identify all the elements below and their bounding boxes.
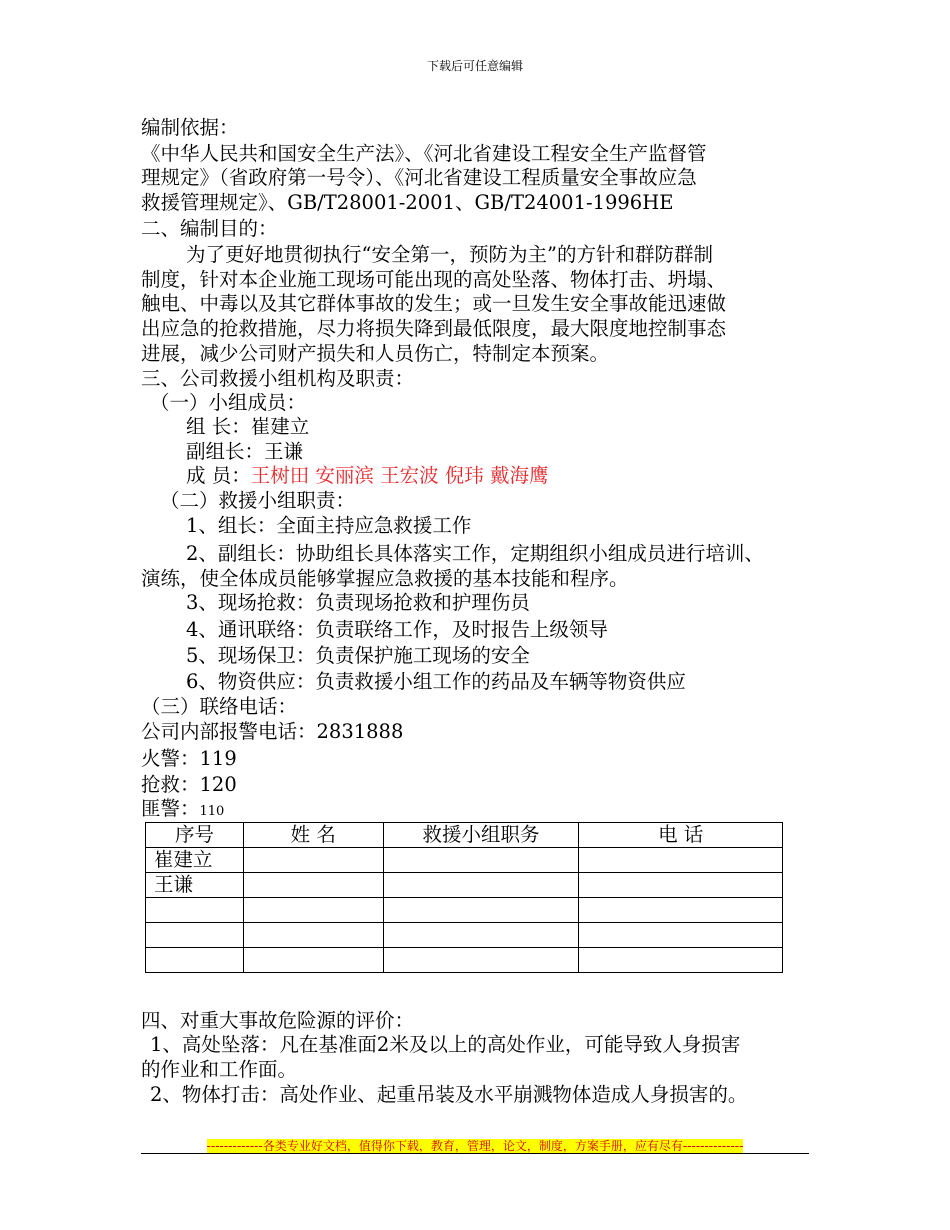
footer-divider [141,1153,809,1154]
column-header: 救援小组职务 [383,823,579,848]
basis-text-line: 救援管理规定》、GB/T28001-2001、GB/T24001-1996HE [141,191,674,214]
basis-text-line: 《中华人民共和国安全生产法》、《河北省建设工程安全生产监督管 [141,142,707,165]
table-row [146,873,783,898]
duty-item: 1、组长：全面主持应急救援工作 [186,514,472,537]
basis-text-line: 理规定》（省政府第一号令）、《河北省建设工程质量安全事故应急 [141,166,697,189]
table-header-row [146,823,783,848]
phone-internal: 公司内部报警电话：2831888 [141,720,404,743]
org-heading: 三、公司救援小组机构及职责： [141,367,415,390]
table-cell [579,898,783,923]
table-cell [146,898,244,923]
members-names: 王树田 安丽滨 王宏波 倪玮 戴海鹰 [250,464,549,487]
purpose-text-line: 进展，减少公司财产损失和人员伤亡，特制定本预案。 [141,342,610,365]
table-cell [383,848,579,873]
table-cell [243,948,383,973]
table-cell [383,923,579,948]
table-cell [146,923,244,948]
column-header: 姓 名 [243,823,383,848]
duty-item: 4、通讯联络：负责联络工作，及时报告上级领导 [186,618,608,641]
phone-police [141,796,224,825]
footer-banner-text: -------------各类专业好文档，值得你下载，教育，管理，论文，制度，方案手册，应有尽有-------------- [206,1139,744,1153]
table-row [146,848,783,873]
column-header: 电 话 [579,823,783,848]
duty-item: 5、现场保卫：负责保护施工现场的安全 [186,644,530,667]
contact-heading: （三）联络电话： [141,695,298,718]
duty-item: 2、副组长：协助组长具体落实工作，定期组织小组成员进行培训、 [186,542,764,565]
table-cell [243,923,383,948]
hazard-item: 1、高处坠落：凡在基准面2米及以上的高处作业，可能导致人身损害 [150,1033,741,1056]
hazard-heading: 四、对重大事故危险源的评价： [141,1009,415,1032]
group-members [186,463,549,489]
purpose-text-line: 触电、中毒以及其它群体事故的发生；或一旦发生安全事故能迅速做 [141,292,727,315]
table-cell [383,873,579,898]
duties-heading: （二）救援小组职责： [160,489,356,512]
phone-ambulance: 抢救：120 [141,773,237,796]
footer-banner [0,1135,950,1154]
column-header: 序号 [146,823,244,848]
members-label: 成 员： [186,464,251,487]
purpose-text-line: 为了更好地贯彻执行“安全第一，预防为主”的方针和群防群制 [186,243,713,266]
phone-police-label: 匪警： [141,797,200,820]
purpose-text-line: 制度，针对本企业施工现场可能出现的高处坠落、物体打击、坍塌、 [141,268,727,291]
deputy-leader: 副组长：王谦 [186,440,304,463]
table-cell [243,898,383,923]
table-cell [579,848,783,873]
duty-item-continued: 演练，使全体成员能够掌握应急救援的基本技能和程序。 [141,567,629,590]
table-row [146,948,783,973]
header-note: 下载后可任意编辑 [426,59,523,73]
phone-police-number: 110 [199,804,225,819]
table-cell: 王谦 [146,873,244,898]
duty-item: 3、现场抢救：负责现场抢救和护理伤员 [186,591,530,614]
table-cell [146,948,244,973]
table-cell: 崔建立 [146,848,244,873]
table-row [146,923,783,948]
members-heading: （一）小组成员： [150,391,307,414]
table-cell [579,923,783,948]
table-cell [579,873,783,898]
table-cell [243,873,383,898]
purpose-heading: 二、编制目的： [141,217,278,240]
table-row [146,898,783,923]
hazard-item: 2、物体打击：高处作业、起重吊装及水平崩溅物体造成人身损害的。 [150,1083,748,1106]
purpose-text-line: 出应急的抢救措施，尽力将损失降到最低限度，最大限度地控制事态 [141,317,727,340]
phone-fire: 火警：119 [141,747,237,770]
table-cell [383,898,579,923]
duty-item: 6、物资供应：负责救援小组工作的药品及车辆等物资供应 [186,670,686,693]
group-leader: 组 长：崔建立 [186,415,310,438]
table-cell [243,848,383,873]
contact-table [145,822,783,973]
basis-heading: 编制依据： [141,116,239,139]
table-cell [579,948,783,973]
table-cell [383,948,579,973]
hazard-item-continued: 的作业和工作面。 [141,1058,298,1081]
